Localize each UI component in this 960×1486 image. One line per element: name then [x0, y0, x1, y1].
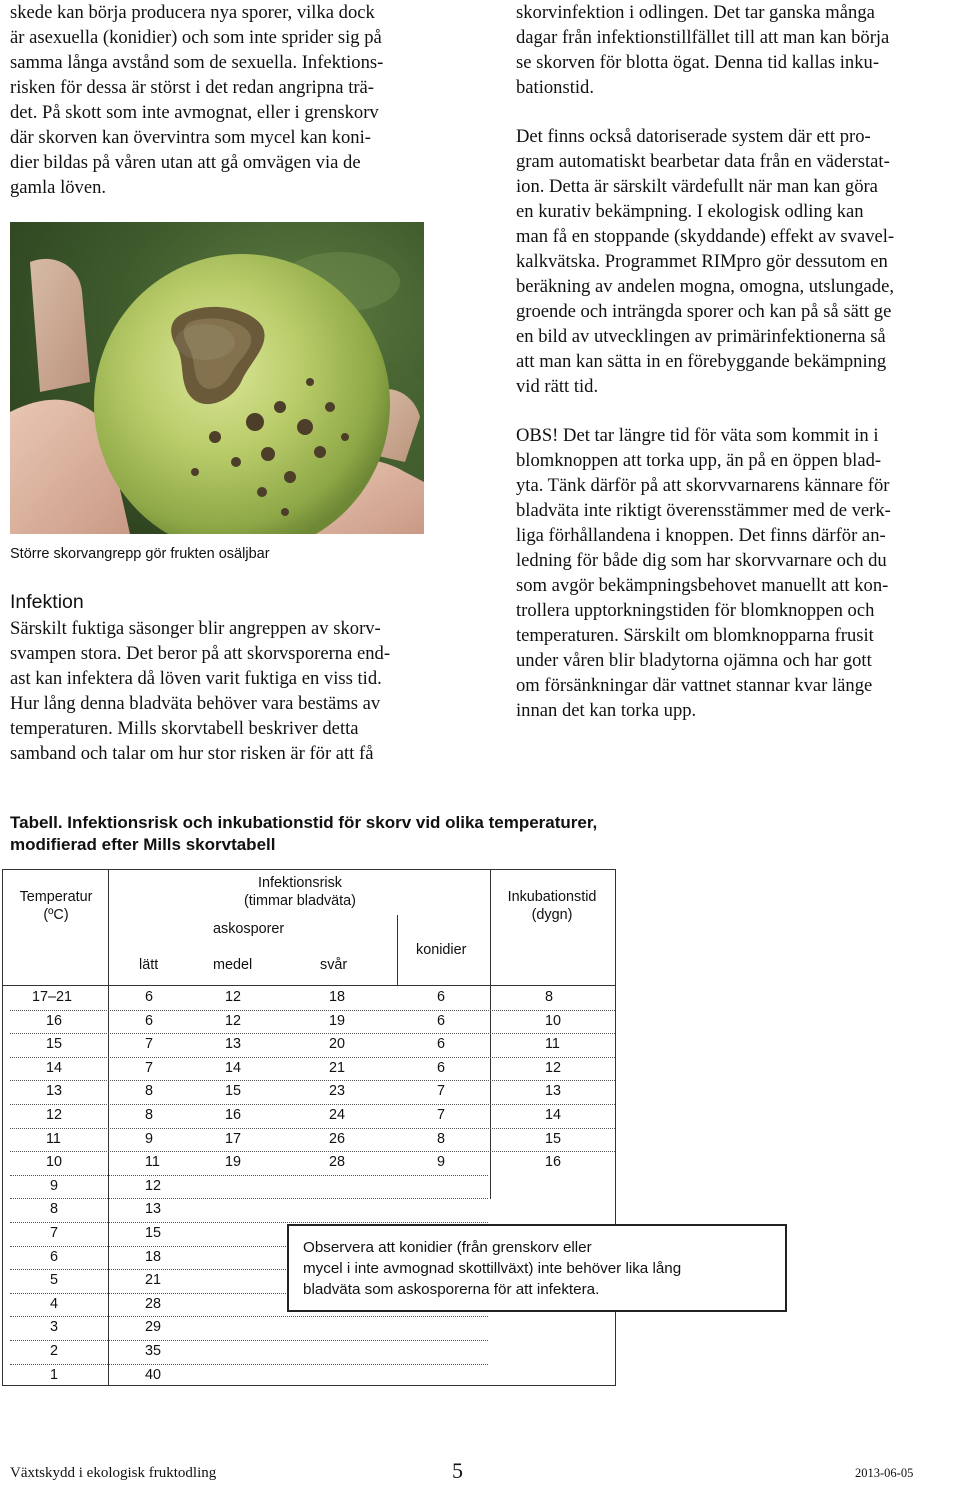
table-cell: 11 [46, 1130, 61, 1147]
intro-paragraph: skede kan börja producera nya sporer, vilka dock är asexuella (konidier) och som inte sprider sig på samma långa avstånd som de sexuella. Infektions- risken för dessa är störst i det redan angripna trä- det. På skott som inte avmognat, eller i grenskorv där skorven kan övervintra som mycel kan koni- dier bildas på våren utan att gå omvägen via de gamla löven. [10, 2, 384, 198]
header-conidia: konidier [416, 942, 467, 958]
table-cell: 12 [225, 989, 242, 1005]
table-cell: 4 [50, 1295, 59, 1312]
incubation-paragraph: skorvinfektion i odlingen. Det tar ganska många dagar från infektionstillfället till att man kan börja se skorven för blotta ögat. Denna tid kallas inku- bationstid. [516, 2, 890, 98]
row-divider [10, 1033, 615, 1034]
table-cell: 9 [437, 1154, 446, 1171]
computer-systems-paragraph: Det finns också datoriserade system där ett pro- gram automatiskt bearbetar data från en väderstat- ion. Detta är särskilt värdefullt när man kan göra en kurativ bekämpning. I ekologisk odling kan man få en stoppande (skyddande) effekt av svavel- kalkvätska. Programmet RIMpro gör dessutom en beräkning av andelen mogna, omogna, utslungade, groende och inträngda sporer och kan på så sätt ge en bild av utvecklingen av primärinfektionerna så att man kan sätta in en förebyggande bekämpning vid rätt tid. [516, 126, 895, 397]
table-cell: 35 [145, 1343, 162, 1359]
conidia-note-box: Observera att konidier (från grenskorv eller mycel i inte avmognad skottillväxt) inte behöver lika lång bladväta som askosporerna för att infektera. [287, 1224, 787, 1312]
header-severe: svår [320, 957, 348, 973]
infektion-text: Särskilt fuktiga säsonger blir angreppen av skorv- svampen stora. Det beror på att skorvsporerna end- ast kan infektera då löven varit fuktiga en viss tid. Hur lång denna bladväta behöver vara bestäms av temperaturen. Mills skorvtabell beskriver detta samband och talar om hur stor risken är för att få [10, 618, 391, 764]
header-temperature: Temperatur (ºC) [19, 889, 93, 923]
table-cell: 19 [225, 1154, 242, 1171]
table-cell: 7 [50, 1225, 59, 1241]
table-cell: 17–21 [32, 989, 73, 1005]
header-infection-risk: Infektionsrisk (timmar bladväta) [244, 875, 356, 909]
table-cell: 28 [145, 1295, 162, 1312]
table-cell: 9 [50, 1177, 59, 1194]
table-cell: 23 [329, 1083, 346, 1100]
table-cell: 14 [545, 1107, 562, 1123]
table-cell: 10 [545, 1012, 562, 1029]
table-cell: 11 [145, 1154, 160, 1171]
table-cell: 29 [145, 1319, 162, 1336]
footer-title: Växtskydd i ekologisk fruktodling [10, 1465, 217, 1481]
table-cell: 6 [437, 1036, 446, 1053]
row-divider [10, 1151, 615, 1152]
table-cell: 16 [545, 1154, 562, 1171]
table-border-left [2, 869, 3, 1386]
table-cell: 19 [329, 1012, 346, 1029]
row-divider [10, 1175, 488, 1176]
table-cell: 10 [46, 1154, 63, 1171]
table-cell: 15 [145, 1225, 162, 1241]
header-incubation: Inkubationstid (dygn) [507, 889, 597, 923]
table-cell: 15 [545, 1130, 562, 1147]
table-cell: 1 [50, 1366, 59, 1383]
section-heading-infektion: Infektion [10, 591, 84, 613]
row-divider [10, 1080, 615, 1081]
table-cell: 15 [225, 1083, 242, 1100]
header-light: lätt [139, 957, 159, 973]
row-divider [10, 1364, 488, 1365]
table-cell: 18 [329, 989, 346, 1005]
table-cell: 15 [46, 1036, 63, 1053]
table-border-top [2, 869, 616, 870]
table-cell: 7 [145, 1036, 154, 1053]
table-cell: 24 [329, 1107, 346, 1123]
table-cell: 12 [145, 1177, 162, 1194]
table-cell: 7 [437, 1107, 446, 1123]
row-divider [10, 1057, 615, 1058]
table-cell: 13 [225, 1036, 242, 1053]
table-cell: 8 [50, 1201, 59, 1218]
table-cell: 16 [46, 1012, 63, 1029]
table-cell: 9 [145, 1130, 154, 1147]
table-cell: 7 [437, 1083, 446, 1100]
footer-date: 2013-06-05 [855, 1466, 914, 1480]
table-cell: 13 [145, 1201, 162, 1218]
row-divider [10, 1198, 488, 1199]
table-cell: 6 [145, 989, 154, 1005]
header-ascospores: askosporer [213, 921, 285, 937]
table-cell: 6 [437, 989, 446, 1005]
table-cell: 18 [145, 1248, 162, 1265]
table-cell: 6 [145, 1012, 154, 1029]
table-cell: 12 [46, 1107, 63, 1123]
table-cell: 28 [329, 1154, 346, 1171]
col-separator-conidia [397, 915, 398, 985]
table-cell: 14 [225, 1059, 242, 1076]
page-number: 5 [452, 1458, 463, 1483]
table-cell: 20 [329, 1036, 346, 1053]
table-cell: 5 [50, 1272, 59, 1289]
row-divider [10, 1128, 615, 1129]
photo-caption: Större skorvangrepp gör frukten osäljbar [10, 546, 270, 562]
table-cell: 6 [437, 1059, 446, 1076]
table-cell: 12 [545, 1059, 562, 1076]
table-title: Tabell. Infektionsrisk och inkubationstid för skorv vid olika temperaturer, modifierad efter Mills skorvtabell [10, 813, 598, 854]
row-divider [10, 1340, 488, 1341]
row-divider [10, 1010, 615, 1011]
header-medium: medel [213, 957, 253, 973]
table-cell: 21 [329, 1059, 346, 1076]
row-divider [10, 1316, 488, 1317]
table-cell: 8 [145, 1107, 154, 1123]
table-cell: 11 [545, 1036, 560, 1053]
table-cell: 2 [50, 1343, 59, 1359]
table-cell: 3 [50, 1319, 59, 1336]
row-divider [10, 1104, 615, 1105]
header-bottom-line [2, 985, 616, 986]
table-cell: 14 [46, 1059, 63, 1076]
table-cell: 6 [50, 1248, 59, 1265]
table-cell: 21 [145, 1272, 162, 1289]
table-cell: 40 [145, 1366, 162, 1383]
table-cell: 17 [225, 1130, 242, 1147]
obs-paragraph: OBS! Det tar längre tid för väta som kommit in i blomknoppen att torka upp, än på en öppen blad- yta. Tänk därför på att skorvvarnarens kännare för bladväta inte riktigt överensstämmer med de verk- liga förhållandena i knoppen. Det finns därför an- ledning för både dig som har skorvvarnare och du som avgör bekämpningsbehovet manuellt att kon- trollera upptorkningstiden för blomknoppen och temperaturen. Särskilt om blomknopparna frusit under våren blir bladytorna ojämna och har gott om försänkningar där vattnet stannar kvar länge innan det kan torka upp. [516, 425, 891, 721]
table-cell: 8 [545, 989, 554, 1005]
table-border-bottom [2, 1385, 616, 1386]
table-cell: 8 [145, 1083, 154, 1100]
table-cell: 26 [329, 1130, 346, 1147]
table-cell: 8 [437, 1130, 446, 1147]
table-cell: 12 [225, 1012, 242, 1029]
table-cell: 7 [145, 1059, 154, 1076]
row-divider [10, 1222, 488, 1223]
table-cell: 13 [46, 1083, 63, 1100]
table-cell: 16 [225, 1107, 242, 1123]
table-cell: 13 [545, 1083, 562, 1100]
table-cell: 6 [437, 1012, 446, 1029]
